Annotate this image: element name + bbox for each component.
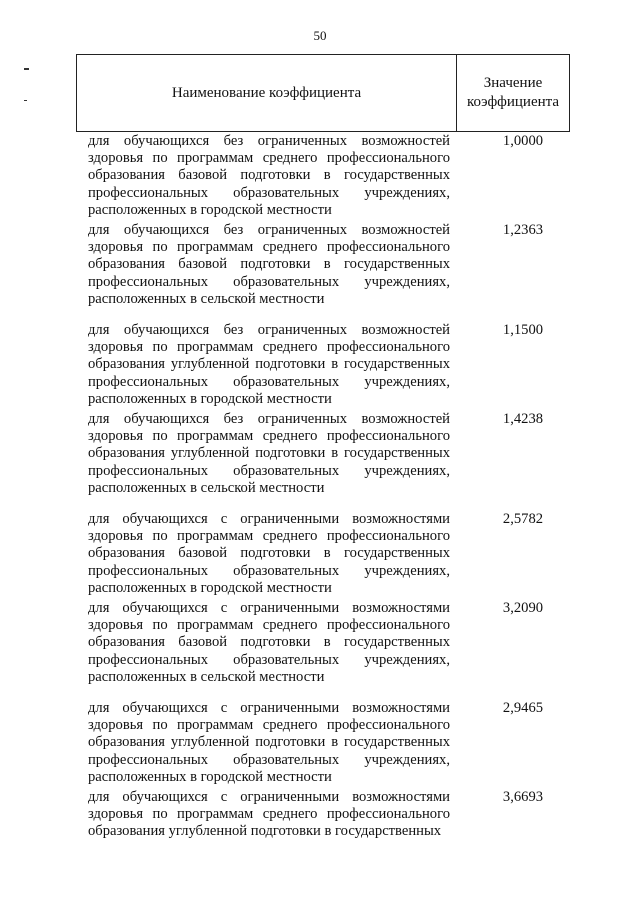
coefficient-name: для обучающихся без ограниченных возможностей здоровья по программам среднего профессионального образования базовой подготовки в государственных профессиональных образовательных учреждениях, расположенных в сельской местности bbox=[88, 222, 450, 307]
coefficient-table bbox=[88, 133, 568, 878]
table-row bbox=[88, 511, 568, 600]
coefficient-name: для обучающихся с ограниченными возможностями здоровья по программам среднего профессионального образования углубленной подготовки в государственных профессиональных образовательных учреждениях, расположенных в городской местности bbox=[88, 700, 450, 785]
coefficient-name: для обучающихся без ограниченных возможностей здоровья по программам среднего профессионального образования базовой подготовки в государственных профессиональных образовательных учреждениях, расположенных в городской местности bbox=[88, 133, 450, 218]
table-row bbox=[88, 322, 568, 411]
coefficient-value: 1,1500 bbox=[502, 322, 544, 338]
page-number: 50 bbox=[313, 28, 327, 43]
margin-mark bbox=[24, 68, 29, 70]
table-row bbox=[88, 222, 568, 322]
margin-mark bbox=[24, 100, 27, 101]
column-header-value: Значение коэффициента bbox=[466, 75, 560, 110]
coefficient-value: 3,6693 bbox=[502, 789, 544, 805]
coefficient-value: 1,0000 bbox=[502, 133, 544, 149]
coefficient-name: для обучающихся с ограниченными возможностями здоровья по программам среднего профессионального образования углубленной подготовки в государственных bbox=[88, 789, 450, 840]
coefficient-name: для обучающихся с ограниченными возможностями здоровья по программам среднего профессионального образования базовой подготовки в государственных профессиональных образовательных учреждениях, расположенных в сельской местности bbox=[88, 600, 450, 685]
coefficient-value: 1,2363 bbox=[502, 222, 544, 238]
coefficient-value: 1,4238 bbox=[502, 411, 544, 427]
table-row bbox=[88, 789, 568, 878]
table-row bbox=[88, 133, 568, 222]
table-row bbox=[88, 700, 568, 789]
coefficient-name: для обучающихся без ограниченных возможностей здоровья по программам среднего профессионального образования углубленной подготовки в государственных профессиональных образовательных учреждениях, расположенных в городской местности bbox=[88, 322, 450, 407]
coefficient-value: 2,5782 bbox=[502, 511, 544, 527]
coefficient-name: для обучающихся с ограниченными возможностями здоровья по программам среднего профессионального образования базовой подготовки в государственных профессиональных образовательных учреждениях, расположенных в городской местности bbox=[88, 511, 450, 596]
table-row bbox=[88, 600, 568, 700]
table-row bbox=[88, 411, 568, 511]
coefficient-value: 3,2090 bbox=[502, 600, 544, 616]
coefficient-value: 2,9465 bbox=[502, 700, 544, 716]
table-header bbox=[76, 54, 570, 132]
coefficient-name: для обучающихся без ограниченных возможностей здоровья по программам среднего профессионального образования углубленной подготовки в государственных профессиональных образовательных учреждениях, расположенных в сельской местности bbox=[88, 411, 450, 496]
column-header-name: Наименование коэффициента bbox=[77, 55, 457, 131]
